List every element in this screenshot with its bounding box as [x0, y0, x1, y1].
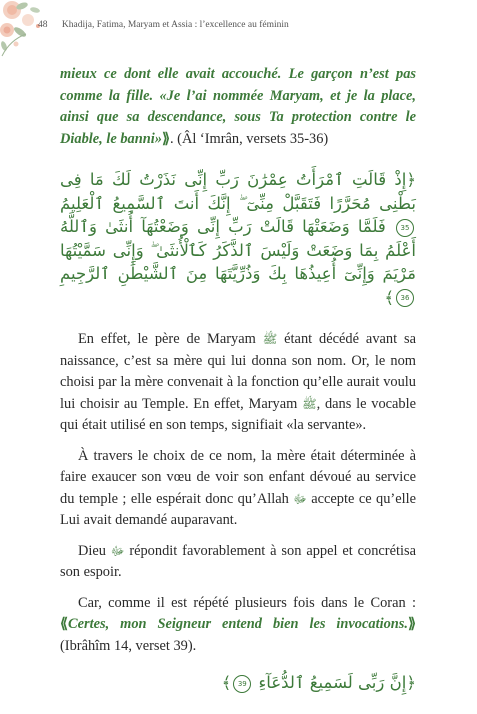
running-header — [38, 20, 457, 30]
paragraph-text: En effet, le père de Maryam — [78, 331, 256, 347]
quote-close-bracket: ⟫ — [407, 616, 416, 632]
verse-number-badge: 36 — [396, 289, 414, 307]
arabic-open-bracket: ﴿ — [406, 170, 416, 189]
paragraph-text: À travers le choix de ce nom, la mère était déterminée à faire exaucer son vœu de voir son enfant dévoué au service du temple ; elle espérait donc qu’Allah — [60, 447, 416, 507]
quote-open-bracket: ⟪ — [60, 616, 69, 632]
honorific-glyph: ﷻ — [110, 543, 125, 558]
quote-reference: . (Âl ‘Imrân, versets 35-36) — [169, 130, 329, 147]
honorific-glyph: ﷺ — [262, 332, 278, 346]
arabic-verse-36: فَلَمَّا وَضَعَتْهَا قَالَتْ رَبِّ إِنِّى وَضَعْتُهَآ أُنثَىٰ وَٱللَّهُ أَعْلَمُ بِمَا وَضَعَتْ وَلَيْسَ ٱلذَّكَرُ كَٱلْأُنثَىٰ ۖ وَإِنِّى سَمَّيْتُهَا مَرْيَمَ وَإِنِّىٓ أُعِيذُهَا بِكَ وَذُرِّيَّتَهَا مِنَ ٱلشَّيْطَٰنِ ٱلرَّجِيمِ — [60, 217, 416, 283]
arabic-open-bracket: ﴿ — [406, 673, 416, 692]
page-number: 48 — [38, 20, 48, 30]
running-title: Khadija, Fatima, Maryam et Assia : l’excellence au féminin — [61, 20, 289, 30]
quote-close-bracket: ⟫ — [161, 130, 170, 147]
arabic-verse-block — [60, 168, 416, 309]
arabic-verse-short — [60, 671, 416, 695]
arabic-close-bracket: ﴾ — [384, 287, 394, 307]
body-paragraph — [60, 593, 416, 658]
body-paragraph — [60, 541, 416, 584]
paragraph-text: Dieu — [78, 542, 106, 559]
paragraph-text: Car, comme il est répété plusieurs fois dans le Coran : — [78, 594, 416, 611]
quote-paragraph — [60, 64, 416, 150]
quote-text: mieux ce dont elle avait accouché. Le garçon n’est pas comme la fille. «Je l’ai nommée Maryam, et je la place, ainsi que sa descendance, sous Ta protection contre le Diable, le banni» — [60, 66, 416, 147]
paragraph-text: répondit favorablement à son appel et concrétisa son espoir. — [60, 542, 416, 580]
paragraph-text: étant décédé avant sa naissance, c’est sa mère qui lui donna son nom. Or, le nom choisi par la mère convenait à la fonction qu’elle aurait voulu lui choisir au Temple. En effet, Maryam — [60, 331, 417, 412]
arabic-verse-39: إِنَّ رَبِّى لَسَمِيعُ ٱلدُّعَآءِ — [258, 673, 407, 692]
arabic-verse-35: إِذْ قَالَتِ ٱمْرَأَتُ عِمْرَٰنَ رَبِّ إِنِّى نَذَرْتُ لَكَ مَا فِى بَطْنِى مُحَرَّرًا فَتَقَبَّلْ مِنِّىٓ ۖ إِنَّكَ أَنتَ ٱلسَّمِيعُ ٱلْعَلِيمُ — [60, 170, 416, 213]
verse-number-badge: 35 — [396, 219, 414, 237]
paragraph-text: accepte ce qu’elle Lui avait demandé auparavant. — [60, 490, 416, 528]
quote-reference: (Ibrâhîm 14, verset 39). — [60, 637, 197, 654]
paragraph-text: , dans le vocable qui était utilisé en son temps, signifiait «la servante». — [60, 395, 416, 433]
page-body — [60, 64, 416, 695]
honorific-glyph: ﷻ — [293, 491, 307, 506]
honorific-glyph: ﷺ — [302, 396, 317, 411]
body-paragraph — [60, 446, 416, 532]
arabic-close-bracket: ﴾ — [221, 673, 232, 692]
body-paragraph — [60, 329, 416, 437]
floral-corner-ornament — [0, 0, 62, 68]
quote-text: Certes, mon Seigneur entend bien les invocations. — [68, 616, 408, 632]
verse-number-badge: 39 — [233, 675, 251, 693]
